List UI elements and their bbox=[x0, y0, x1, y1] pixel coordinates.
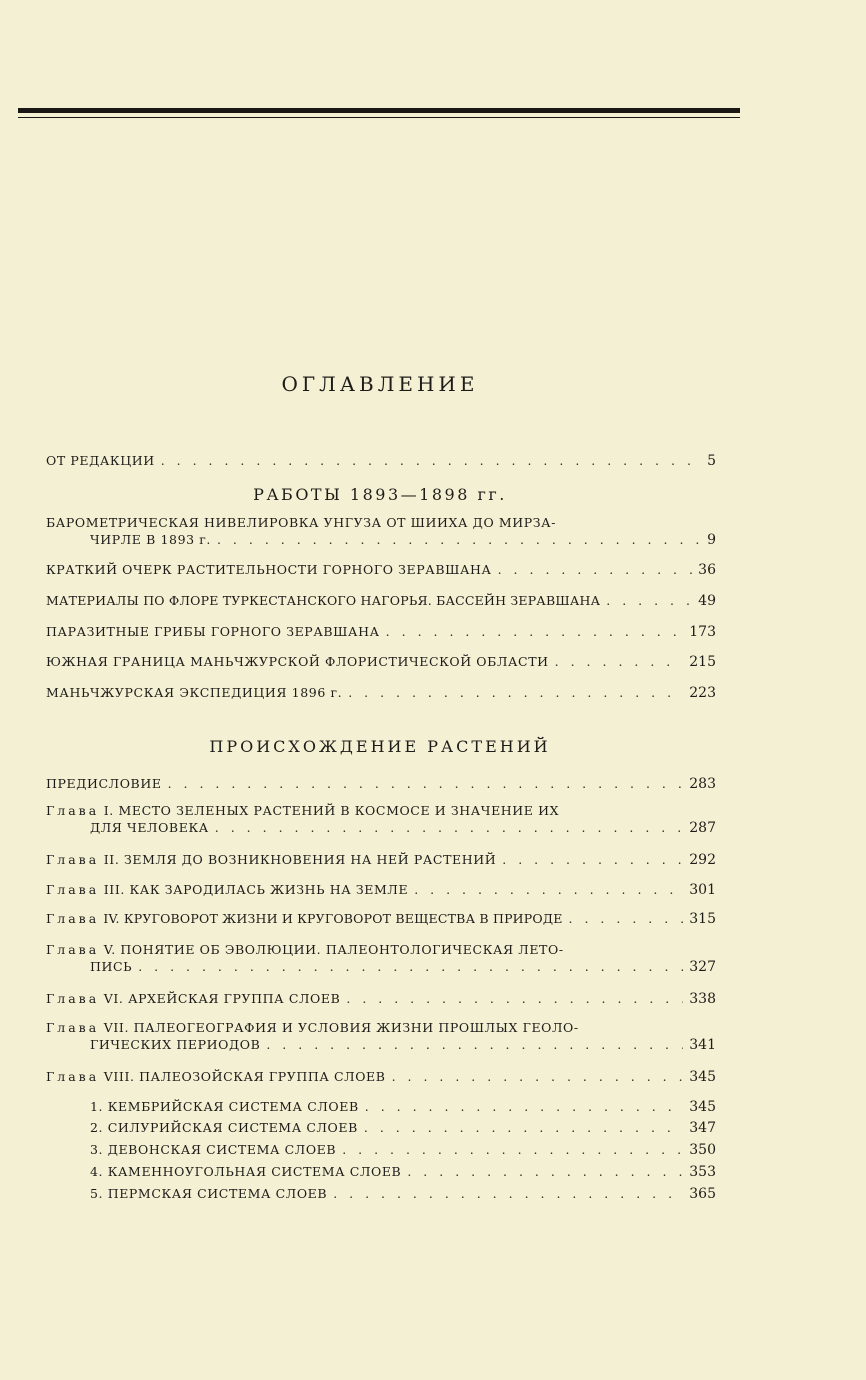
toc-subsection[interactable] bbox=[90, 1098, 716, 1116]
subsection-text: 2. СИЛУРИЙСКАЯ СИСТЕМА СЛОЕВ bbox=[90, 1120, 358, 1135]
chapter-title: МЕСТО ЗЕЛЕНЫХ РАСТЕНИЙ В КОСМОСЕ И ЗНАЧЕНИЕ ИХ bbox=[118, 803, 560, 818]
page-number: 173 bbox=[689, 624, 716, 640]
chapter-number: I. bbox=[103, 803, 114, 818]
header-rule-thin bbox=[18, 117, 740, 118]
chapter-title: ПАЛЕОЗОЙСКАЯ ГРУППА СЛОЕВ bbox=[139, 1069, 386, 1084]
leader-dots bbox=[346, 990, 683, 1007]
chapter-number: III. bbox=[103, 882, 125, 897]
leader-dots bbox=[266, 1036, 683, 1053]
page-number: 338 bbox=[689, 991, 716, 1007]
entry-text: МАНЬЧЖУРСКАЯ ЭКСПЕДИЦИЯ 1896 г. bbox=[46, 685, 343, 700]
leader-dots bbox=[365, 1098, 684, 1115]
chapter-label: Глава bbox=[46, 942, 100, 957]
toc-chapter[interactable] bbox=[46, 851, 716, 869]
toc-chapter[interactable] bbox=[46, 941, 716, 976]
chapter-title-cont: ГИЧЕСКИХ ПЕРИОДОВ bbox=[90, 1037, 261, 1052]
leader-dots bbox=[217, 531, 701, 548]
page-number: 345 bbox=[689, 1069, 716, 1085]
page-number: 345 bbox=[689, 1099, 716, 1115]
leader-dots bbox=[333, 1185, 683, 1202]
toc-entry[interactable] bbox=[46, 623, 716, 641]
page-number: 341 bbox=[689, 1037, 716, 1053]
section-title-works: РАБОТЫ 1893—1898 гг. bbox=[253, 485, 507, 504]
toc-entry-preface[interactable] bbox=[46, 775, 716, 793]
page-number: 315 bbox=[689, 911, 716, 927]
entry-text: ЮЖНАЯ ГРАНИЦА МАНЬЧЖУРСКОЙ ФЛОРИСТИЧЕСКОЙ ОБЛАСТИ bbox=[46, 654, 549, 669]
leader-dots bbox=[606, 592, 692, 609]
chapter-number: VII. bbox=[103, 1020, 130, 1035]
page-number: 327 bbox=[689, 959, 716, 975]
toc-subsection[interactable] bbox=[90, 1163, 716, 1181]
entry-text: БАРОМЕТРИЧЕСКАЯ НИВЕЛИРОВКА УНГУЗА ОТ ШИИХА ДО МИРЗА- bbox=[46, 515, 557, 530]
toc-entry-front[interactable] bbox=[46, 452, 716, 470]
leader-dots bbox=[364, 1119, 683, 1136]
leader-dots bbox=[407, 1163, 683, 1180]
toc-chapter[interactable] bbox=[46, 1019, 716, 1054]
header-rule-thick bbox=[18, 108, 740, 113]
leader-dots bbox=[386, 623, 684, 640]
chapter-label: Глава bbox=[46, 882, 100, 897]
page-number: 301 bbox=[689, 882, 716, 898]
toc-chapter[interactable] bbox=[46, 910, 716, 928]
leader-dots bbox=[348, 684, 683, 701]
entry-text: ПАРАЗИТНЫЕ ГРИБЫ ГОРНОГО ЗЕРАВШАНА bbox=[46, 624, 380, 639]
leader-dots bbox=[502, 851, 683, 868]
chapter-label: Глава bbox=[46, 911, 100, 926]
toc-entry[interactable] bbox=[46, 514, 716, 549]
chapter-number: IV. bbox=[103, 911, 120, 926]
toc-subsection[interactable] bbox=[90, 1119, 716, 1137]
chapter-title: ПОНЯТИЕ ОБ ЭВОЛЮЦИИ. ПАЛЕОНТОЛОГИЧЕСКАЯ ЛЕТО- bbox=[120, 942, 564, 957]
page-number: 49 bbox=[698, 593, 716, 609]
chapter-title: КАК ЗАРОДИЛАСЬ ЖИЗНЬ НА ЗЕМЛЕ bbox=[129, 882, 409, 897]
page-number: 223 bbox=[689, 685, 716, 701]
leader-dots bbox=[569, 910, 684, 927]
entry-text: КРАТКИЙ ОЧЕРК РАСТИТЕЛЬНОСТИ ГОРНОГО ЗЕРАВШАНА bbox=[46, 562, 492, 577]
chapter-number: II. bbox=[103, 852, 120, 867]
subsection-text: 5. ПЕРМСКАЯ СИСТЕМА СЛОЕВ bbox=[90, 1186, 328, 1201]
entry-text: ПРЕДИСЛОВИЕ bbox=[46, 776, 162, 791]
page-number: 287 bbox=[689, 820, 716, 836]
chapter-title: ЗЕМЛЯ ДО ВОЗНИКНОВЕНИЯ НА НЕЙ РАСТЕНИЙ bbox=[123, 852, 497, 867]
subsection-text: 4. КАМЕННОУГОЛЬНАЯ СИСТЕМА СЛОЕВ bbox=[90, 1164, 402, 1179]
chapter-title: КРУГОВОРОТ ЖИЗНИ И КРУГОВОРОТ ВЕЩЕСТВА В ПРИРОДЕ bbox=[123, 911, 563, 926]
leader-dots bbox=[161, 452, 701, 469]
leader-dots bbox=[498, 561, 693, 578]
page-number: 36 bbox=[698, 562, 716, 578]
toc-chapter[interactable] bbox=[46, 990, 716, 1008]
page-number: 365 bbox=[689, 1186, 716, 1202]
toc-entry[interactable] bbox=[46, 684, 716, 702]
entry-text-cont: ЧИРЛЕ В 1893 г. bbox=[90, 532, 211, 547]
toc-subsection[interactable] bbox=[90, 1185, 716, 1203]
page-number: 9 bbox=[707, 532, 716, 548]
subsection-text: 3. ДЕВОНСКАЯ СИСТЕМА СЛОЕВ bbox=[90, 1142, 337, 1157]
leader-dots bbox=[555, 653, 684, 670]
page-number: 350 bbox=[689, 1142, 716, 1158]
page-title: ОГЛАВЛЕНИЕ bbox=[281, 372, 479, 396]
toc-entry[interactable] bbox=[46, 592, 716, 610]
toc-chapter[interactable] bbox=[46, 881, 716, 899]
page-number: 292 bbox=[689, 852, 716, 868]
toc-chapter[interactable] bbox=[46, 802, 716, 837]
toc-entry[interactable] bbox=[46, 561, 716, 579]
chapter-label: Глава bbox=[46, 852, 100, 867]
chapter-title-cont: ДЛЯ ЧЕЛОВЕКА bbox=[90, 820, 209, 835]
leader-dots bbox=[138, 958, 683, 975]
chapter-label: Глава bbox=[46, 1020, 100, 1035]
page-number: 215 bbox=[689, 654, 716, 670]
subsection-text: 1. КЕМБРИЙСКАЯ СИСТЕМА СЛОЕВ bbox=[90, 1099, 359, 1114]
chapter-title: ПАЛЕОГЕОГРАФИЯ И УСЛОВИЯ ЖИЗНИ ПРОШЛЫХ ГЕОЛО- bbox=[133, 1020, 579, 1035]
chapter-label: Глава bbox=[46, 991, 100, 1006]
toc-entry[interactable] bbox=[46, 653, 716, 671]
leader-dots bbox=[414, 881, 683, 898]
page-number: 347 bbox=[689, 1120, 716, 1136]
chapter-label: Глава bbox=[46, 803, 100, 818]
chapter-number: VI. bbox=[103, 991, 124, 1006]
toc-chapter[interactable] bbox=[46, 1068, 716, 1086]
leader-dots bbox=[342, 1141, 683, 1158]
chapter-number: VIII. bbox=[103, 1069, 135, 1084]
chapter-number: V. bbox=[103, 942, 116, 957]
page-number: 353 bbox=[689, 1164, 716, 1180]
chapter-title: АРХЕЙСКАЯ ГРУППА СЛОЕВ bbox=[128, 991, 341, 1006]
chapter-label: Глава bbox=[46, 1069, 100, 1084]
chapter-title-cont: ПИСЬ bbox=[90, 959, 133, 974]
leader-dots bbox=[215, 819, 683, 836]
entry-text: ОТ РЕДАКЦИИ bbox=[46, 453, 155, 468]
toc-subsection[interactable] bbox=[90, 1141, 716, 1159]
leader-dots bbox=[392, 1068, 684, 1085]
section-title-origin: ПРОИСХОЖДЕНИЕ РАСТЕНИЙ bbox=[209, 737, 551, 756]
page-number: 5 bbox=[707, 453, 716, 469]
entry-text: МАТЕРИАЛЫ ПО ФЛОРЕ ТУРКЕСТАНСКОГО НАГОРЬЯ. БАССЕЙН ЗЕРАВШАНА bbox=[46, 593, 601, 608]
leader-dots bbox=[168, 775, 684, 792]
page-number: 283 bbox=[689, 776, 716, 792]
